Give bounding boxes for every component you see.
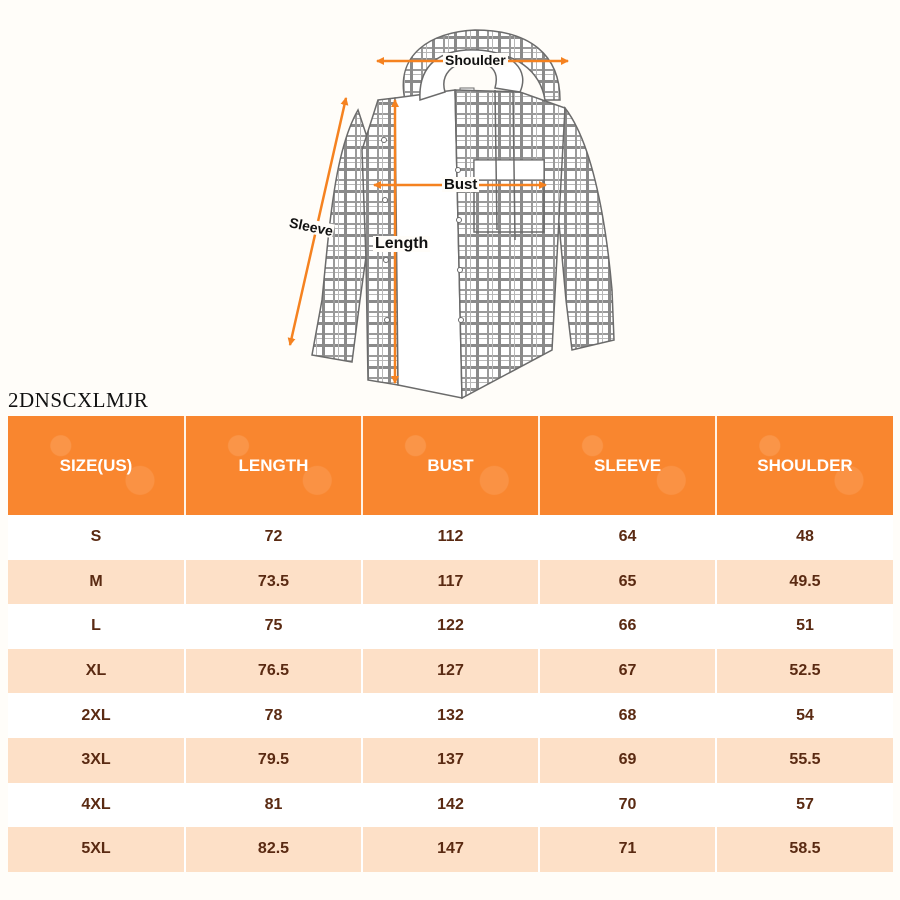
bust-cell: 142 — [362, 783, 539, 828]
shoulder-cell: 58.5 — [716, 827, 893, 872]
shoulder-cell: 57 — [716, 783, 893, 828]
table-row — [8, 693, 893, 738]
size-cell: S — [8, 515, 185, 560]
length-cell: 79.5 — [185, 738, 362, 783]
shoulder-cell: 55.5 — [716, 738, 893, 783]
length-cell: 81 — [185, 783, 362, 828]
shoulder-cell: 48 — [716, 515, 893, 560]
column-header-bust: BUST — [362, 416, 539, 515]
length-cell: 76.5 — [185, 649, 362, 694]
product-code: 2DNSCXLMJR — [8, 388, 149, 412]
length-cell: 78 — [185, 693, 362, 738]
shoulder-label: Shoulder — [445, 52, 506, 68]
length-cell: 82.5 — [185, 827, 362, 872]
table-row — [8, 827, 893, 872]
table-row — [8, 515, 893, 560]
sleeve-cell: 66 — [539, 604, 716, 649]
sleeve-cell: 71 — [539, 827, 716, 872]
bust-label: Bust — [444, 176, 478, 193]
column-header-length: LENGTH — [185, 416, 362, 515]
table-row — [8, 649, 893, 694]
table-row — [8, 783, 893, 828]
size-cell: 5XL — [8, 827, 185, 872]
sleeve-cell: 65 — [539, 560, 716, 605]
size-cell: M — [8, 560, 185, 605]
length-cell: 73.5 — [185, 560, 362, 605]
length-label: Length — [375, 235, 429, 252]
column-header-sleeve: SLEEVE — [539, 416, 716, 515]
shoulder-cell: 51 — [716, 604, 893, 649]
sleeve-cell: 70 — [539, 783, 716, 828]
shoulder-cell: 54 — [716, 693, 893, 738]
length-cell: 72 — [185, 515, 362, 560]
bust-cell: 117 — [362, 560, 539, 605]
bust-cell: 122 — [362, 604, 539, 649]
column-header-size: SIZE(US) — [8, 416, 185, 515]
bust-cell: 137 — [362, 738, 539, 783]
size-cell: 3XL — [8, 738, 185, 783]
shoulder-cell: 52.5 — [716, 649, 893, 694]
size-cell: XL — [8, 649, 185, 694]
size-chart-table — [8, 416, 893, 872]
bust-cell: 132 — [362, 693, 539, 738]
length-cell: 75 — [185, 604, 362, 649]
table-row — [8, 604, 893, 649]
sleeve-cell: 64 — [539, 515, 716, 560]
jacket-measurement-diagram — [0, 0, 900, 410]
sleeve-label: Sleeve — [287, 214, 335, 240]
size-cell: 2XL — [8, 693, 185, 738]
size-cell: L — [8, 604, 185, 649]
size-cell: 4XL — [8, 783, 185, 828]
shoulder-cell: 49.5 — [716, 560, 893, 605]
table-row — [8, 738, 893, 783]
sleeve-cell: 67 — [539, 649, 716, 694]
sleeve-cell: 68 — [539, 693, 716, 738]
bust-cell: 112 — [362, 515, 539, 560]
sleeve-cell: 69 — [539, 738, 716, 783]
bust-cell: 147 — [362, 827, 539, 872]
size-chart-header-row — [8, 416, 893, 515]
table-row — [8, 560, 893, 605]
bust-cell: 127 — [362, 649, 539, 694]
column-header-shoulder: SHOULDER — [716, 416, 893, 515]
